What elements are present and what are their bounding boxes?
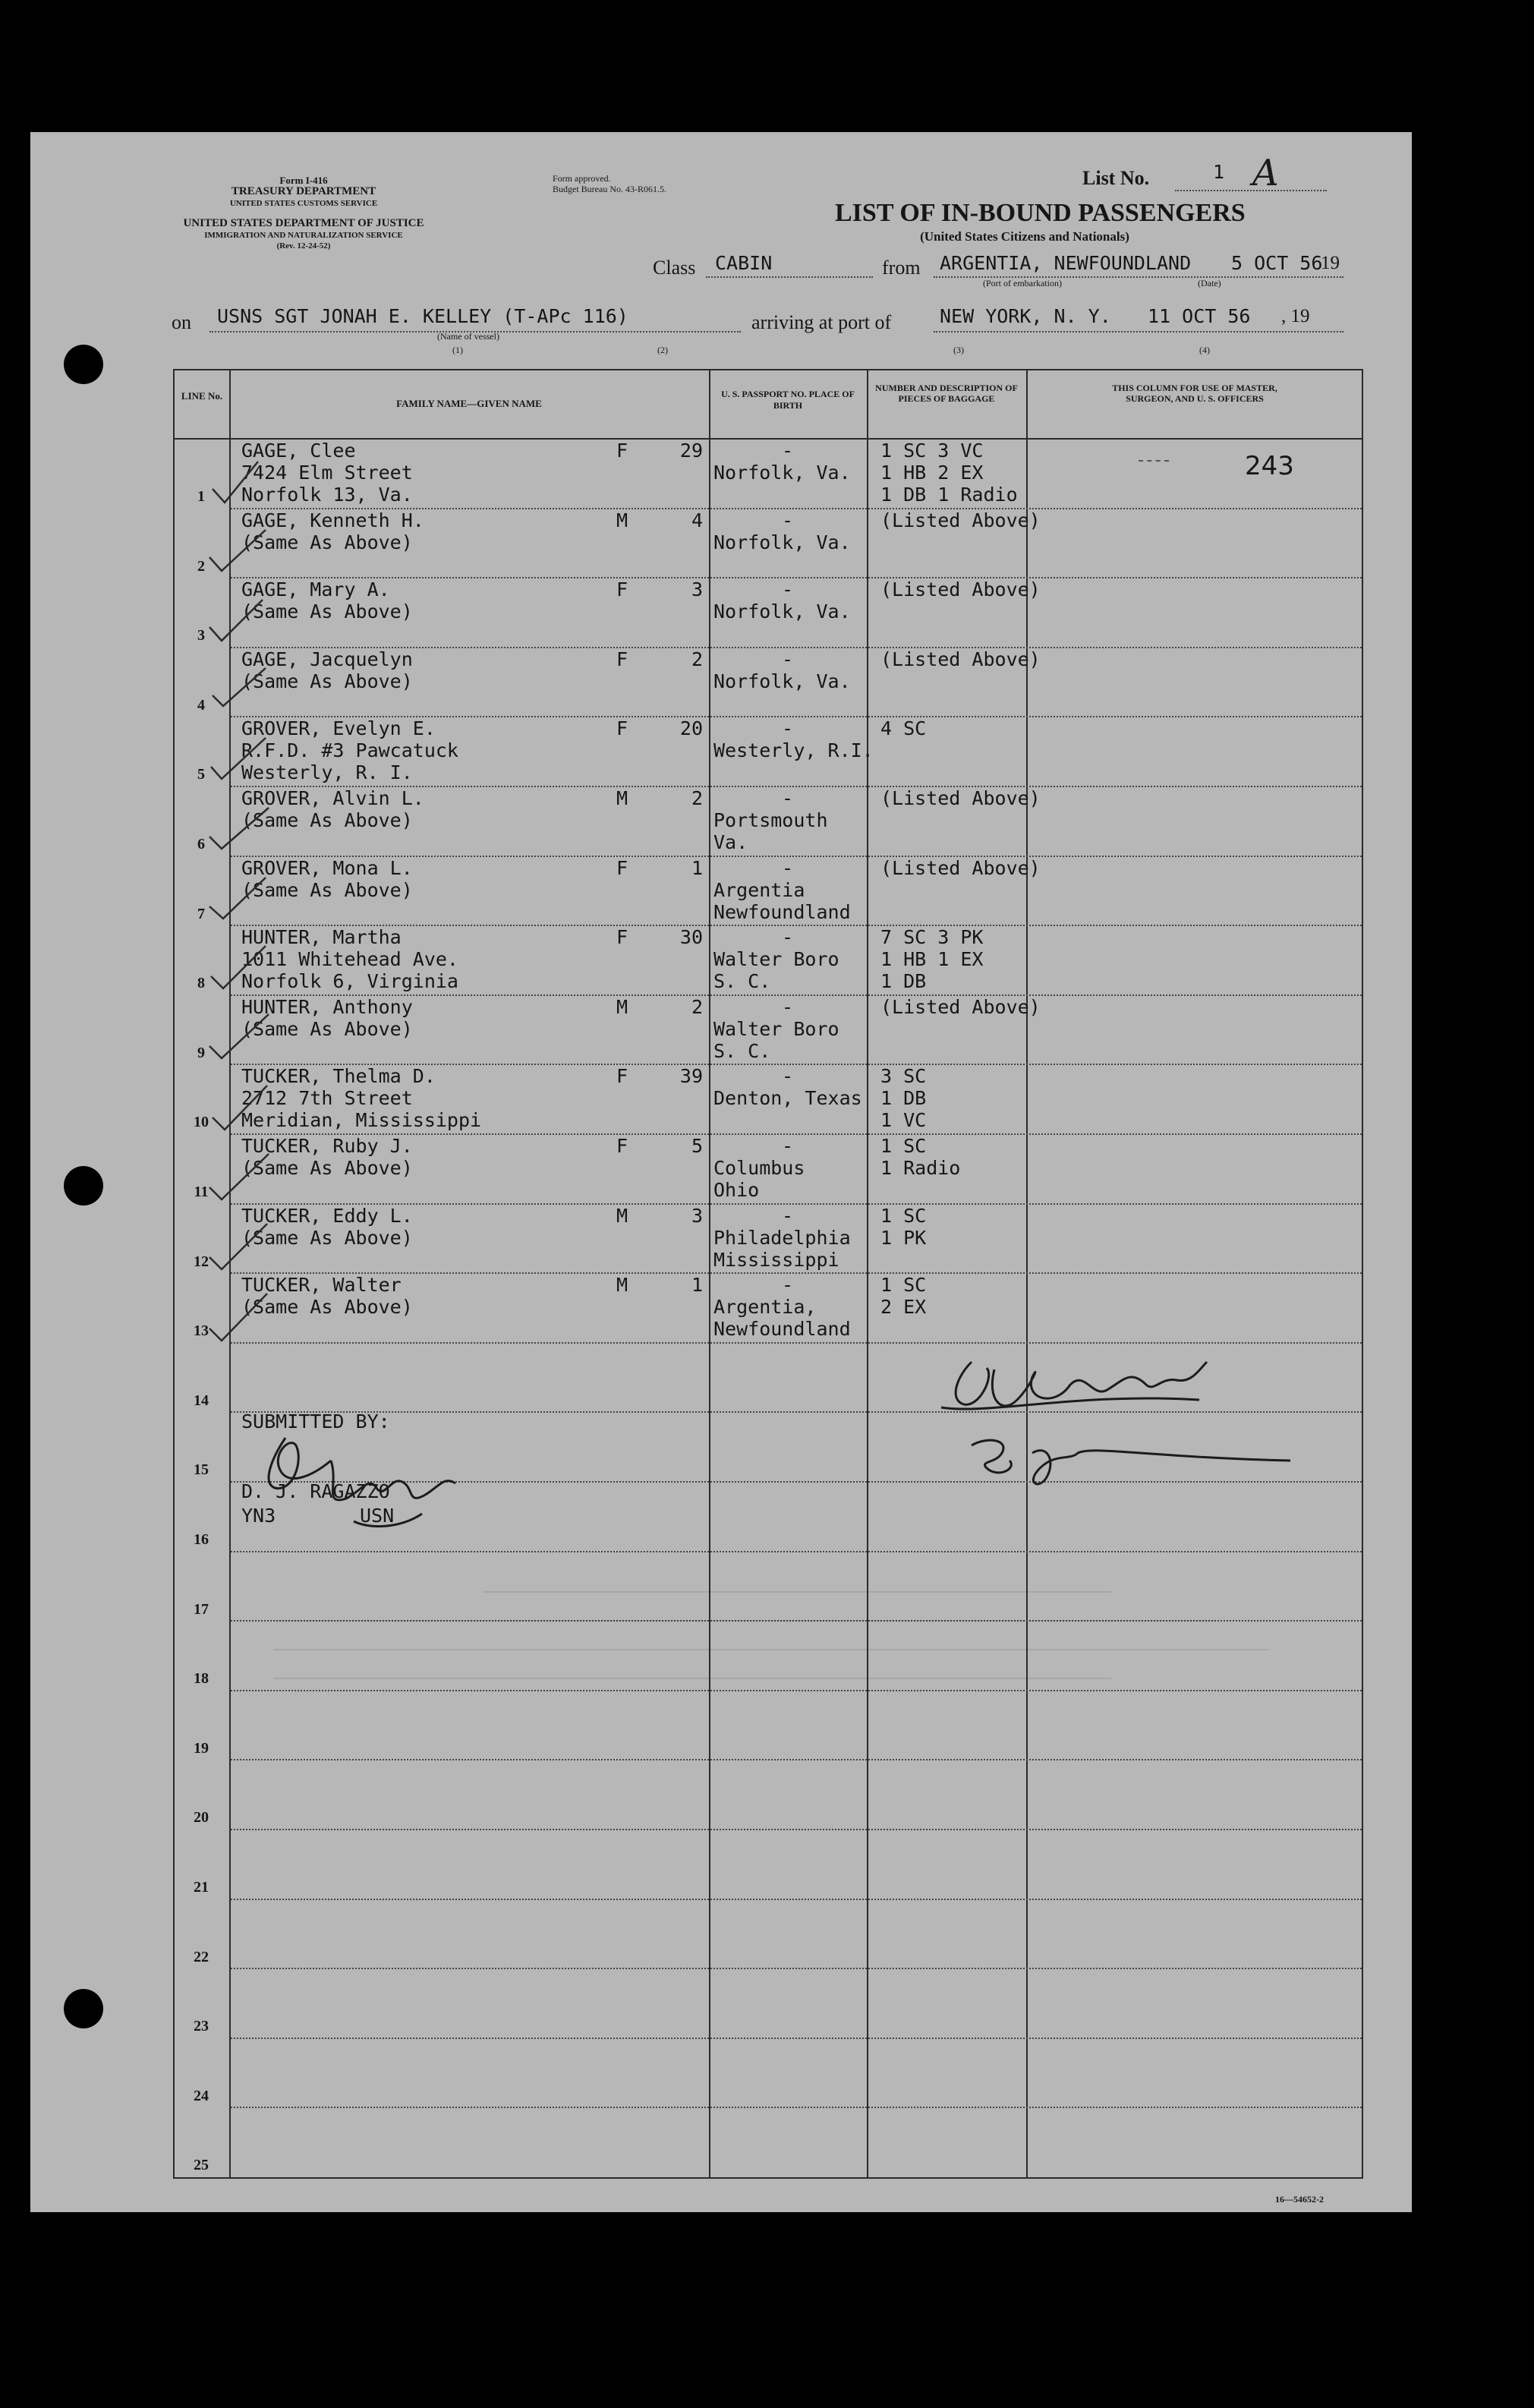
passenger-age: 30: [679, 926, 703, 949]
passenger-l2: (Same As Above): [241, 878, 413, 901]
passenger-b2: Walter Boro: [713, 948, 839, 971]
row-divider: [231, 1342, 1362, 1344]
col-use-header: THIS COLUMN FOR USE OF MASTER, SURGEON, AND U. S. OFFICERS: [1112, 383, 1277, 404]
passenger-sex: M: [616, 1274, 628, 1297]
passenger-g2: 1 PK: [880, 1226, 927, 1249]
inspector-handwriting: [926, 1347, 1351, 1506]
line-number: 8: [197, 975, 205, 992]
passenger-b3: Newfoundland: [713, 1318, 851, 1341]
passenger-b2: Argentia: [713, 878, 805, 901]
passenger-b1: -: [782, 1204, 794, 1227]
passenger-age: 2: [691, 787, 703, 809]
passenger-b2: Norfolk, Va.: [713, 670, 851, 692]
passenger-b2: Philadelphia: [713, 1226, 851, 1249]
passenger-l2: (Same As Above): [241, 531, 413, 553]
passenger-l1: TUCKER, Ruby J.: [241, 1135, 413, 1157]
passenger-l2: (Same As Above): [241, 670, 413, 692]
passenger-age: 2: [691, 995, 703, 1018]
passenger-b3: S. C.: [713, 970, 771, 993]
passenger-age: 2: [691, 648, 703, 670]
row-divider: [231, 2107, 1362, 2108]
vessel-caption: (Name of vessel): [437, 331, 499, 342]
passenger-sex: F: [616, 1065, 628, 1088]
passenger-sex: F: [616, 440, 628, 462]
line-number: 11: [194, 1184, 209, 1200]
passenger-l2: (Same As Above): [241, 1296, 413, 1319]
passenger-b1: -: [782, 1135, 794, 1157]
passenger-l1: HUNTER, Martha: [241, 926, 402, 949]
line-number: 20: [194, 1809, 209, 1826]
binder-hole: [64, 345, 103, 384]
passenger-g2: 2 EX: [880, 1296, 927, 1319]
row-divider: [231, 577, 1362, 578]
form-sheet: [30, 132, 1412, 2212]
passenger-b1: -: [782, 1274, 794, 1297]
bleed-through: [273, 1564, 1321, 1776]
passenger-b1: -: [782, 717, 794, 740]
passenger-b2: Norfolk, Va.: [713, 462, 851, 484]
passenger-age: 3: [691, 1204, 703, 1227]
passenger-sex: F: [616, 926, 628, 949]
passenger-g1: (Listed Above): [880, 856, 1041, 879]
passenger-b1: -: [782, 787, 794, 809]
col-line-header: LINE No.: [181, 390, 223, 402]
passenger-b2: Walter Boro: [713, 1017, 839, 1040]
passenger-sex: M: [616, 1204, 628, 1227]
passenger-g2: 1 DB: [880, 1087, 927, 1110]
treasury-dept: TREASURY DEPARTMENT: [231, 185, 376, 197]
line-number: 9: [197, 1044, 205, 1061]
passenger-g3: 1 DB 1 Radio: [880, 484, 1018, 506]
passenger-l2: (Same As Above): [241, 1017, 413, 1040]
passenger-sex: F: [616, 856, 628, 879]
col-passport-header: U. S. PASSPORT NO. PLACE OF BIRTH: [721, 389, 855, 411]
caption-2: (2): [657, 345, 668, 355]
line-number: 22: [194, 1948, 209, 1965]
line-number: 16: [194, 1531, 209, 1548]
passenger-l2: 2712 7th Street: [241, 1087, 413, 1110]
revision: (Rev. 12-24-52): [276, 241, 331, 251]
line-number: 25: [194, 2157, 209, 2174]
from-date: 5 OCT 56: [1231, 252, 1323, 274]
passenger-sex: M: [616, 787, 628, 809]
page-title: LIST OF IN-BOUND PASSENGERS: [835, 199, 1246, 227]
passenger-l2: (Same As Above): [241, 1157, 413, 1179]
passenger-l1: GAGE, Kenneth H.: [241, 509, 424, 531]
arrival-port: NEW YORK, N. Y.: [940, 305, 1111, 327]
line-number: 21: [194, 1879, 209, 1896]
submitter-name: D. J. RAGAZZO: [241, 1480, 390, 1502]
passenger-age: 1: [691, 856, 703, 879]
list-no-label: List No.: [1082, 167, 1150, 189]
passenger-b2: Portsmouth: [713, 809, 828, 831]
line-number: 10: [194, 1114, 209, 1131]
class-value: CABIN: [715, 252, 773, 274]
line-number: 5: [197, 766, 205, 783]
ins-service: IMMIGRATION AND NATURALIZATION SERVICE: [204, 231, 403, 240]
passenger-age: 39: [679, 1065, 703, 1088]
passenger-b3: Ohio: [713, 1179, 760, 1201]
line-number: 14: [194, 1392, 209, 1409]
official-note: 243: [1245, 451, 1294, 481]
passenger-g1: (Listed Above): [880, 648, 1041, 670]
binder-hole: [64, 1166, 103, 1206]
submitter-service: USN: [360, 1505, 395, 1527]
customs-service: UNITED STATES CUSTOMS SERVICE: [229, 199, 378, 208]
row-divider: [231, 1968, 1362, 1969]
passenger-g2: 1 HB 1 EX: [880, 948, 984, 971]
page-subtitle: (United States Citizens and Nationals): [920, 229, 1129, 244]
passenger-b1: -: [782, 440, 794, 462]
passenger-age: 5: [691, 1135, 703, 1157]
passenger-age: 4: [691, 509, 703, 531]
passenger-l3: Norfolk 6, Virginia: [241, 970, 458, 993]
line-number: 12: [194, 1253, 209, 1270]
line-number: 17: [194, 1600, 209, 1618]
passenger-l1: TUCKER, Walter: [241, 1274, 402, 1297]
check-marks: [205, 436, 311, 1529]
passenger-l3: Westerly, R. I.: [241, 761, 413, 784]
passenger-l1: GROVER, Mona L.: [241, 856, 413, 879]
passenger-g1: 1 SC: [880, 1135, 927, 1157]
line-number: 4: [197, 696, 205, 714]
list-no-handwritten: A: [1252, 152, 1279, 194]
passenger-b2: Denton, Texas: [713, 1087, 862, 1110]
passenger-sex: M: [616, 995, 628, 1018]
passenger-g2: 1 Radio: [880, 1157, 961, 1179]
passenger-b2: Argentia,: [713, 1296, 817, 1319]
passenger-g1: (Listed Above): [880, 995, 1041, 1018]
passenger-b1: -: [782, 1065, 794, 1088]
passenger-sex: F: [616, 578, 628, 601]
footer-code: 16—54652-2: [1275, 2194, 1324, 2205]
caption-4: (4): [1199, 345, 1210, 355]
line-number: 3: [197, 627, 205, 645]
binder-hole: [64, 1989, 103, 2028]
passenger-g1: (Listed Above): [880, 578, 1041, 601]
passenger-l1: GAGE, Clee: [241, 440, 356, 462]
passenger-b1: -: [782, 995, 794, 1018]
passenger-b1: -: [782, 509, 794, 531]
passenger-b3: Mississippi: [713, 1248, 839, 1271]
arriving-label: arriving at port of: [751, 311, 892, 333]
budget-bureau: Budget Bureau No. 43-R061.5.: [553, 184, 666, 194]
line-number: 24: [194, 2087, 209, 2104]
passenger-g3: 1 DB: [880, 970, 927, 993]
submitter-rank: YN3: [241, 1505, 276, 1527]
vessel-name: USNS SGT JONAH E. KELLEY (T-APc 116): [217, 305, 628, 327]
passenger-b3: Va.: [713, 831, 748, 853]
list-no-value: 1: [1213, 161, 1225, 183]
passenger-l1: TUCKER, Eddy L.: [241, 1204, 413, 1227]
passenger-l1: TUCKER, Thelma D.: [241, 1065, 436, 1088]
passenger-g1: 1 SC: [880, 1204, 927, 1227]
col-name-header: FAMILY NAME—GIVEN NAME: [396, 398, 542, 409]
passenger-b1: -: [782, 578, 794, 601]
on-label: on: [172, 311, 191, 333]
passenger-l1: GAGE, Jacquelyn: [241, 648, 413, 670]
passenger-l2: (Same As Above): [241, 809, 413, 831]
line-number: 6: [197, 836, 205, 853]
line-number: 7: [197, 905, 205, 922]
line-number: 18: [194, 1670, 209, 1688]
passenger-sex: M: [616, 509, 628, 531]
passenger-l3: Meridian, Mississippi: [241, 1109, 482, 1132]
caption-1: (1): [452, 345, 463, 355]
form-number: Form I-416: [279, 175, 328, 186]
passenger-sex: F: [616, 717, 628, 740]
passenger-b1: -: [782, 648, 794, 670]
passenger-age: 3: [691, 578, 703, 601]
arrival-year: , 19: [1281, 306, 1310, 326]
passenger-b1: -: [782, 856, 794, 879]
passenger-l2: (Same As Above): [241, 600, 413, 623]
submitted-label: SUBMITTED BY:: [241, 1410, 390, 1433]
date-caption: (Date): [1198, 278, 1221, 288]
from-port: ARGENTIA, NEWFOUNDLAND: [940, 252, 1192, 274]
passenger-g1: 4 SC: [880, 717, 927, 740]
passenger-b3: S. C.: [713, 1039, 771, 1062]
passenger-b2: Westerly, R.I.: [713, 739, 874, 762]
passenger-g3: 1 VC: [880, 1109, 927, 1132]
caption-3: (3): [953, 345, 964, 355]
passenger-g1: (Listed Above): [880, 509, 1041, 531]
passenger-b3: Newfoundland: [713, 900, 851, 923]
passenger-g1: 1 SC: [880, 1274, 927, 1297]
from-label: from: [882, 257, 921, 279]
port-caption: (Port of embarkation): [983, 278, 1062, 288]
passenger-l1: GAGE, Mary A.: [241, 578, 390, 601]
row-divider: [231, 1899, 1362, 1900]
line-number: 1: [197, 488, 205, 505]
col-baggage-header: NUMBER AND DESCRIPTION OF PIECES OF BAGGAGE: [875, 383, 1018, 404]
passenger-b2: Norfolk, Va.: [713, 531, 851, 553]
passenger-b2: Norfolk, Va.: [713, 600, 851, 623]
passenger-g1: 1 SC 3 VC: [880, 440, 984, 462]
passenger-age: 29: [679, 440, 703, 462]
passenger-sex: F: [616, 648, 628, 670]
line-number: 19: [194, 1739, 209, 1757]
arrival-date: 11 OCT 56: [1148, 305, 1251, 327]
passenger-l2: R.F.D. #3 Pawcatuck: [241, 739, 458, 762]
from-year: 19: [1321, 253, 1340, 273]
passenger-g1: 7 SC 3 PK: [880, 926, 984, 949]
passenger-age: 20: [679, 717, 703, 740]
submitter-signature: [240, 1415, 498, 1552]
passenger-sex: F: [616, 1135, 628, 1157]
passenger-l2: 1011 Whitehead Ave.: [241, 948, 458, 971]
passenger-l1: GROVER, Alvin L.: [241, 787, 424, 809]
row-divider: [231, 1829, 1362, 1830]
line-number: 15: [194, 1461, 209, 1479]
passenger-b2: Columbus: [713, 1157, 805, 1179]
passenger-l3: Norfolk 13, Va.: [241, 484, 413, 506]
passenger-g1: (Listed Above): [880, 787, 1041, 809]
passenger-g2: 1 HB 2 EX: [880, 462, 984, 484]
line-number: 23: [194, 2018, 209, 2035]
passenger-l1: GROVER, Evelyn E.: [241, 717, 436, 740]
justice-dept: UNITED STATES DEPARTMENT OF JUSTICE: [183, 217, 424, 229]
passenger-l2: (Same As Above): [241, 1226, 413, 1249]
line-number: 2: [197, 557, 205, 575]
form-approved: Form approved.: [553, 173, 611, 184]
passenger-b1: -: [782, 926, 794, 949]
passenger-g1: 3 SC: [880, 1065, 927, 1088]
passenger-l1: HUNTER, Anthony: [241, 995, 413, 1018]
passenger-age: 1: [691, 1274, 703, 1297]
passenger-l2: 7424 Elm Street: [241, 462, 413, 484]
class-label: Class: [653, 257, 696, 279]
row-divider: [231, 2038, 1362, 2039]
line-number: 13: [194, 1322, 209, 1340]
